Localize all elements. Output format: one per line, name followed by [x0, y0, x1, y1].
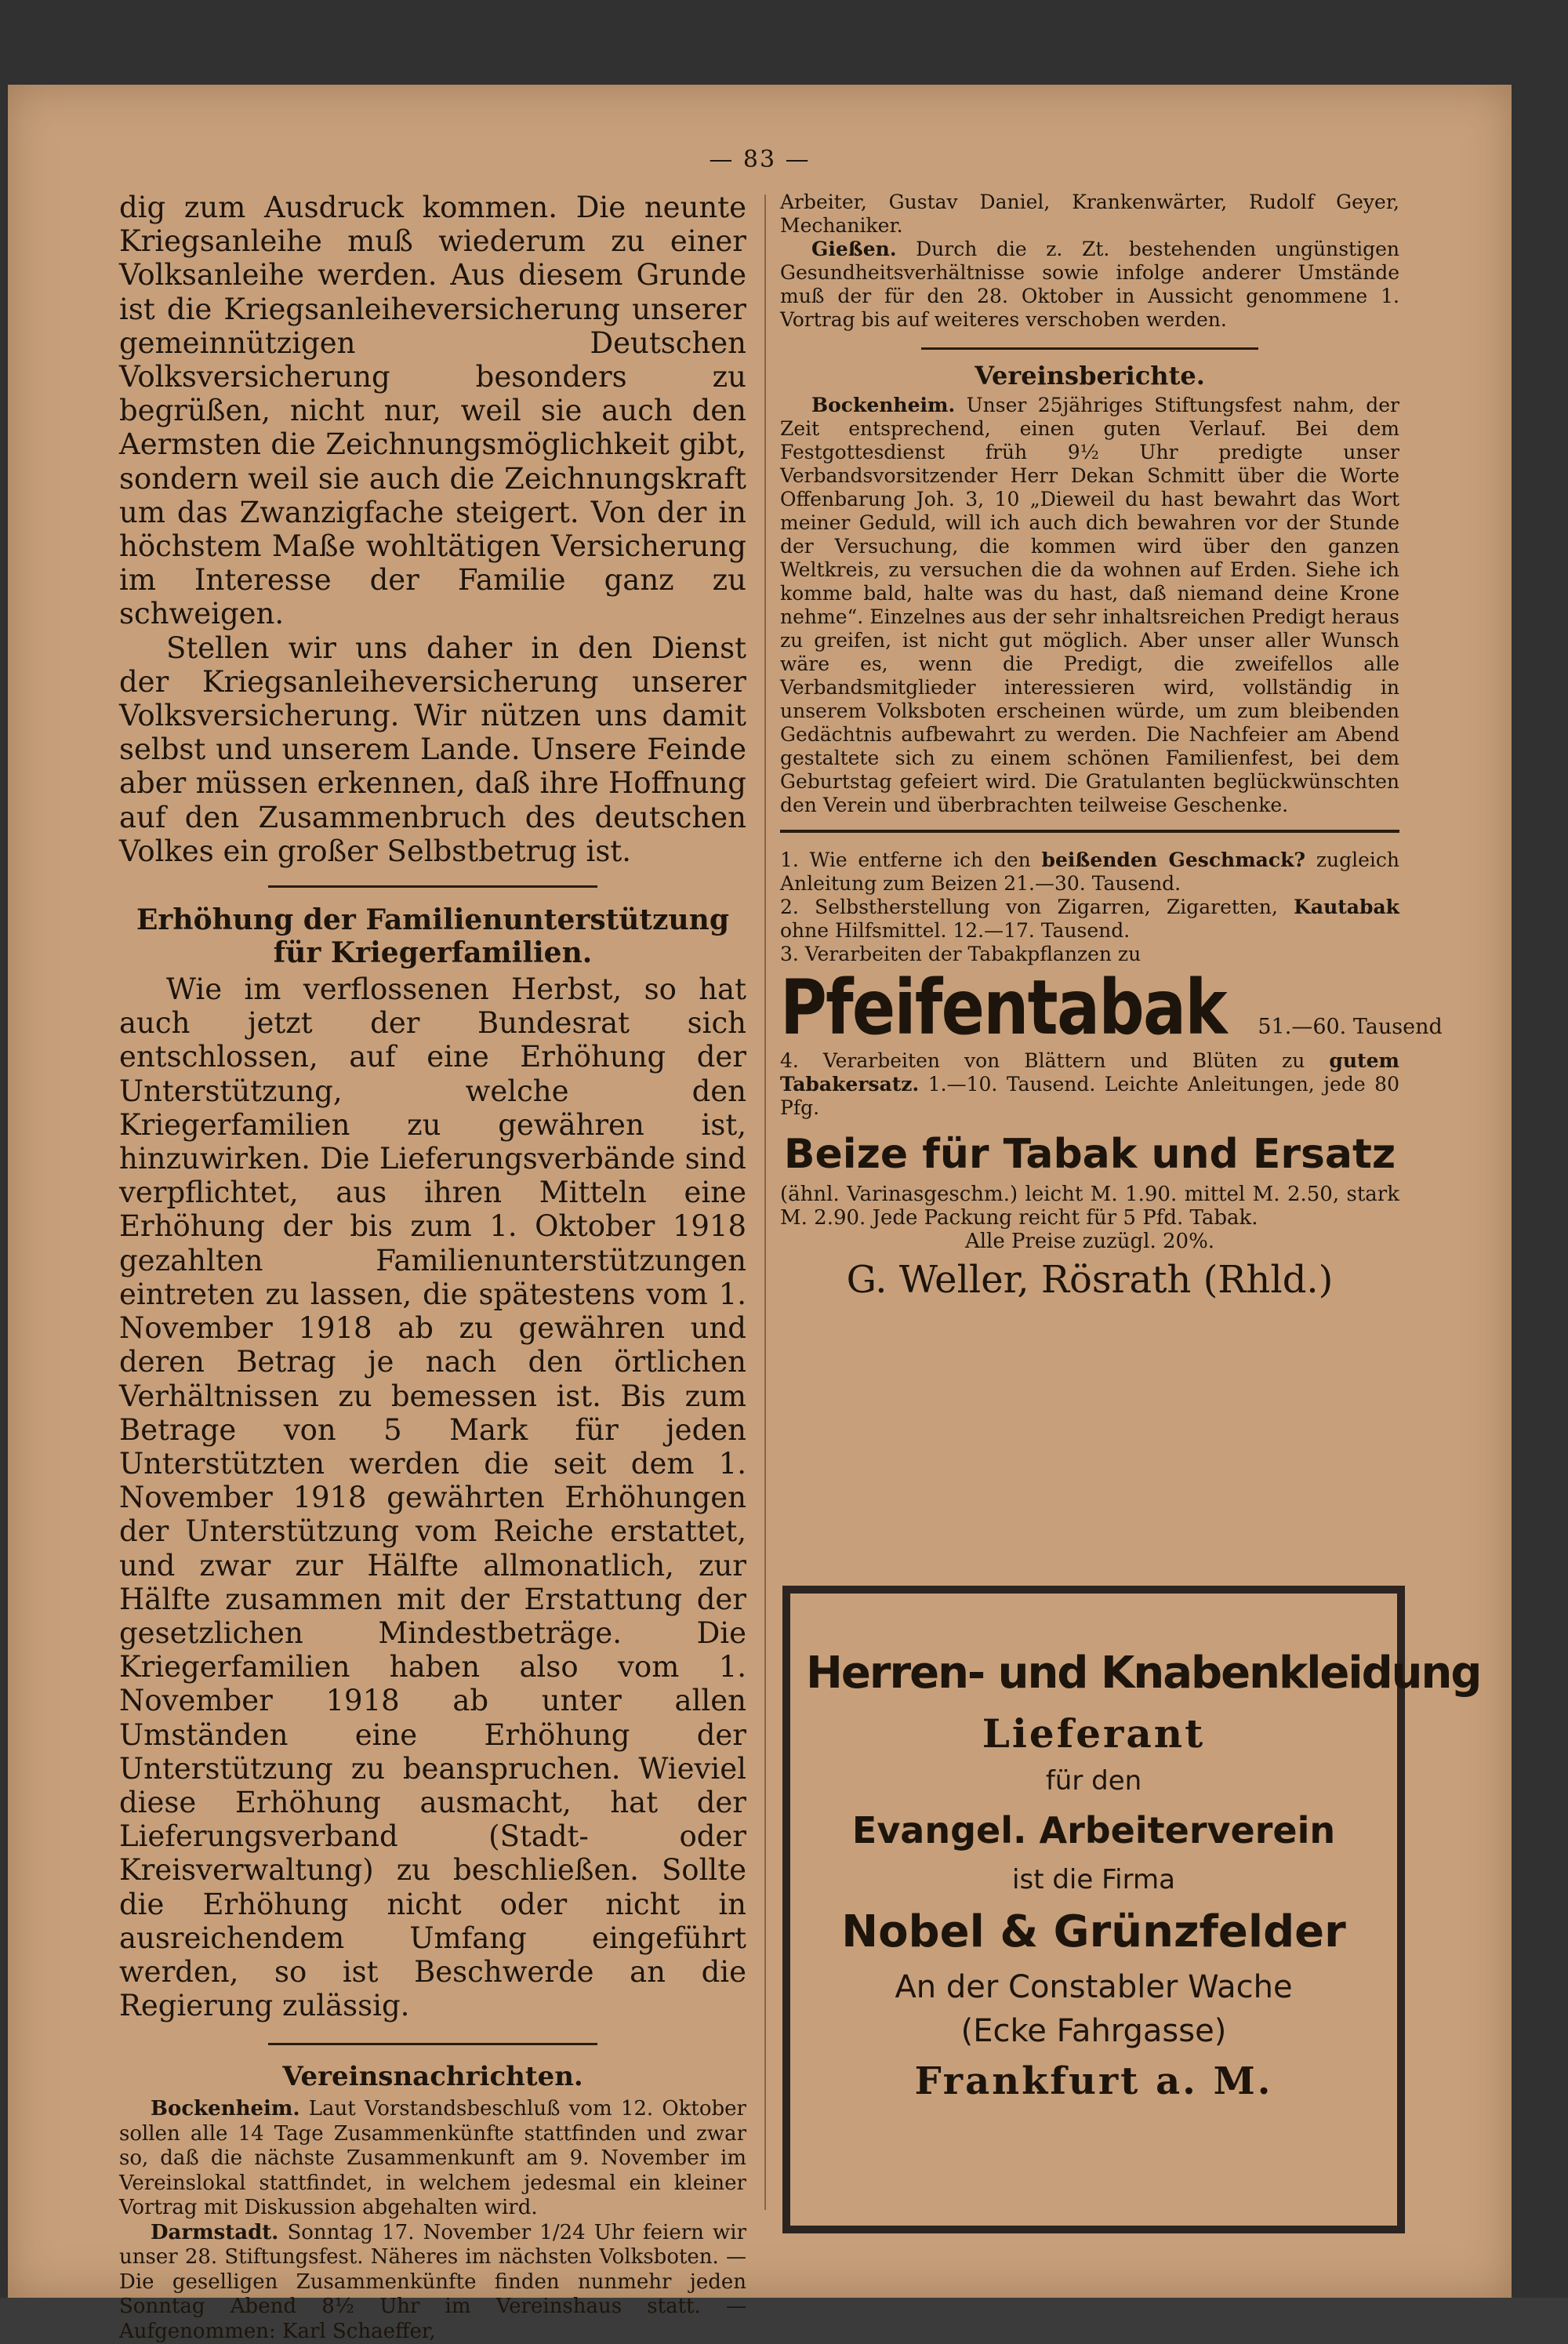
news-block	[119, 2097, 746, 2344]
newspaper-page	[8, 85, 1512, 2343]
tobacco-item-4	[780, 1049, 1399, 1120]
page-number: — 83 —	[709, 146, 811, 173]
news-title: Vereinsnachrichten.	[282, 2061, 583, 2093]
clothing-line-4: ist die Firma	[1012, 1864, 1175, 1895]
report-block	[780, 394, 1399, 817]
clothing-line-1: Lieferant	[982, 1710, 1206, 1757]
clothing-line-3: Evangel. Arbeiterverein	[851, 1809, 1336, 1852]
news-place-darmstadt: Darmstadt.	[151, 2220, 279, 2244]
tobacco-item-2-bold: Kautabak	[1294, 896, 1399, 918]
tobacco-item-1-bold: beißenden Geschmack?	[1041, 849, 1306, 871]
news-text-darmstadt: Sonntag 17. November 1/24 Uhr feiern wir unser 28. Stiftungsfest. Näheres im nächsten Volksboten. — Die geselligen Zusammenkünfte finden nunmehr jeden Sonntag Abend 8½ Uhr im Vereinshaus statt. — Aufgenommen: Karl Schaeffer,	[119, 2220, 746, 2343]
clothing-ad	[786, 1589, 1481, 2230]
news-item-darmstadt	[119, 2221, 746, 2344]
beize-headline: Beize für Tabak und Ersatz	[783, 1131, 1396, 1178]
news-item-bockenheim	[119, 2097, 746, 2221]
tobacco-item-4-bold: gutem Tabakersatz.	[780, 1049, 1399, 1096]
news-continued: Arbeiter, Gustav Daniel, Krankenwärter, Rudolf Geyer, Mechaniker.	[780, 191, 1399, 237]
report-bockenheim	[780, 394, 1399, 817]
left-column	[119, 191, 746, 2344]
right-news-block	[780, 191, 1399, 332]
tobacco-item-1	[780, 849, 1399, 896]
divider-2	[268, 2043, 597, 2045]
clothing-line-2: für den	[1045, 1765, 1142, 1797]
clothing-headline: Herren- und Knabenkleidung	[806, 1648, 1481, 1699]
tobacco-item-4-post: 1.—10. Tausend. Leichte Anleitungen, jede 80 Pfg.	[780, 1073, 1399, 1119]
tobacco-prices-note: Alle Preise zuzügl. 20%.	[964, 1230, 1215, 1253]
tobacco-item-2-post: ohne Hilfsmittel. 12.—17. Tausend.	[780, 919, 1131, 942]
clothing-ad-content	[806, 1609, 1481, 2210]
tobacco-item-1-post: zugleich Anleitung zum Beizen 21.—30. Tausend.	[780, 849, 1399, 895]
clothing-company: Nobel & Grünzfelder	[841, 1906, 1346, 1957]
column-divider	[764, 194, 766, 2210]
tobacco-item-3: 3. Verarbeiten der Tabakpflanzen zu	[780, 943, 1142, 965]
news-item-giessen	[780, 238, 1399, 332]
tobacco-item-2	[780, 896, 1399, 943]
pfeifentabak-line	[780, 964, 1443, 1052]
tobacco-ad	[780, 849, 1443, 1303]
divider-3	[921, 347, 1258, 350]
article-body: Wie im verflossenen Herbst, so hat auch jetzt der Bundesrat sich entschlossen, auf eine Erhöhung der Unterstützung, welche den Kriegerfamilien zu gewähren ist, hinzuwirken. Die Lieferungsverbände sind verpflichtet, aus ihren Mitteln eine Erhöhung der bis zum 1. Oktober 1918 gezahlten Familienunterstützungen eintreten zu lassen, die spätestens vom 1. November 1918 ab zu gewähren und deren Betrag je nach den örtlichen Verhältnissen zu bemessen ist. Bis zum Betrage von 5 Mark für jeden Unterstützten werden die seit dem 1. November 1918 gewährten Erhöhungen der Unterstützung vom Reiche erstattet, und zwar zur Hälfte allmonatlich, zur Hälfte zusammen mit der Erstattung der gesetzlichen Mindestbeträge. Die Kriegerfamilien haben also vom 1. November 1918 ab unter allen Umständen eine Erhöhung der Unterstützung zu beanspruchen. Wieviel diese Erhöhung ausmacht, hat der Lieferungsverband (Stadt- oder Kreisverwaltung) zu beschließen. Sollte die Erhöhung nicht oder nicht in ausreichendem Umfang eingeführt werden, so ist Beschwerde an die Regierung zulässig.	[119, 972, 746, 2023]
clothing-address-1: An der Constabler Wache	[895, 1969, 1293, 2005]
pfeifentabak-edition: 51.—60. Tausend	[1258, 1015, 1443, 1039]
news-place-giessen: Gießen.	[811, 238, 897, 260]
news-place-bockenheim: Bockenheim.	[151, 2097, 300, 2121]
pfeifentabak-word: Pfeifentabak	[780, 964, 1226, 1052]
ad-top-rule	[780, 830, 1399, 833]
divider-1	[268, 885, 597, 888]
weller-company: G. Weller, Rösrath (Rhld.)	[846, 1258, 1334, 1302]
tobacco-item-1-pre: 1. Wie entferne ich den	[780, 849, 1042, 871]
clothing-city: Frankfurt a. M.	[914, 2059, 1273, 2103]
right-column	[780, 191, 1443, 1303]
continued-paragraph: dig zum Ausdruck kommen. Die neunte Kriegsanleihe muß wiederum zu einer Volksanleihe werden. Aus diesem Grunde ist die Kriegsanleiheversicherung unserer gemeinnützigen Deutschen Volksversicherung besonders zu begrüßen, nicht nur, weil sie auch den Aermsten die Zeichnungsmöglichkeit gibt, sondern weil sie auch die Zeichnungskraft um das Zwanzigfache steigert. Von der in höchstem Maße wohltätigen Versicherung im Interesse der Familie ganz zu schweigen.	[119, 191, 746, 631]
tobacco-prices: (ähnl. Varinasgeschm.) leicht M. 1.90. mittel M. 2.50, stark M. 2.90. Jede Packung reicht für 5 Pfd. Tabak.	[780, 1183, 1399, 1230]
tobacco-item-2-pre: 2. Selbstherstellung von Zigarren, Zigaretten,	[780, 896, 1294, 918]
news-text-giessen: Durch die z. Zt. bestehenden ungünstigen Gesundheitsverhältnisse sowie infolge anderer Umstände muß der für den 28. Oktober in Aussicht genommene 1. Vortrag bis auf weiteres verschoben werden.	[780, 238, 1399, 331]
left-column-top-text	[119, 191, 746, 868]
report-place: Bockenheim.	[811, 394, 956, 416]
paragraph-2: Stellen wir uns daher in den Dienst der Kriegsanleiheversicherung unserer Volksversicherung. Wir nützen uns damit selbst und unserem Lande. Unsere Feinde aber müssen erkennen, daß ihre Hoffnung auf den Zusammenbruch des deutschen Volkes ein großer Selbstbetrug ist.	[119, 631, 746, 868]
report-text: Unser 25jähriges Stiftungsfest nahm, der Zeit entsprechend, einen guten Verlauf. Bei dem Festgottesdienst früh 9½ Uhr predigte unser Verbandsvorsitzender Herr Dekan Schmitt über die Worte Offenbarung Joh. 3, 10 „Dieweil du hast bewahrt das Wort meiner Geduld, will ich auch dich bewahren vor der Stunde der Versuchung, die kommen wird über den ganzen Weltkreis, zu versuchen die da wohnen auf Erden. Siehe ich komme bald, halte was du hast, daß niemand deine Krone nehme“. Einzelnes aus der sehr inhaltsreichen Predigt heraus zu greifen, ist nicht gut möglich. Aber unser aller Wunsch wäre es, wenn die Predigt, die zweifellos alle Verbandsmitglieder interessieren wird, vollständig in unserem Volksboten erscheinen würde, um zum bleibenden Gedächtnis aufbewahrt zu werden. Die Nachfeier am Abend gestaltete sich zu einem schönen Familienfest, bei dem Geburtstag gefeiert wird. Die Gratulanten beglückwünschten den Verein und überbrachten teilweise Geschenke.	[780, 394, 1399, 816]
article-body-block	[119, 972, 746, 2022]
article-title: Erhöhung der Familienunterstützung für Kriegerfamilien.	[136, 903, 730, 970]
reports-title: Vereinsberichte.	[975, 361, 1205, 391]
news-text-bockenheim: Laut Vorstandsbeschluß vom 12. Oktober sollen alle 14 Tage Zusammenkünfte stattfinden und zwar so, daß die nächste Zusammenkunft am 9. November im Vereinslokal stattfindet, in welchem jedesmal ein kleiner Vortrag mit Diskussion abgehalten wird.	[119, 2097, 746, 2220]
clothing-address-2: (Ecke Fahrgasse)	[960, 2013, 1227, 2049]
tobacco-item-4-pre: 4. Verarbeiten von Blättern und Blüten zu	[780, 1049, 1330, 1072]
